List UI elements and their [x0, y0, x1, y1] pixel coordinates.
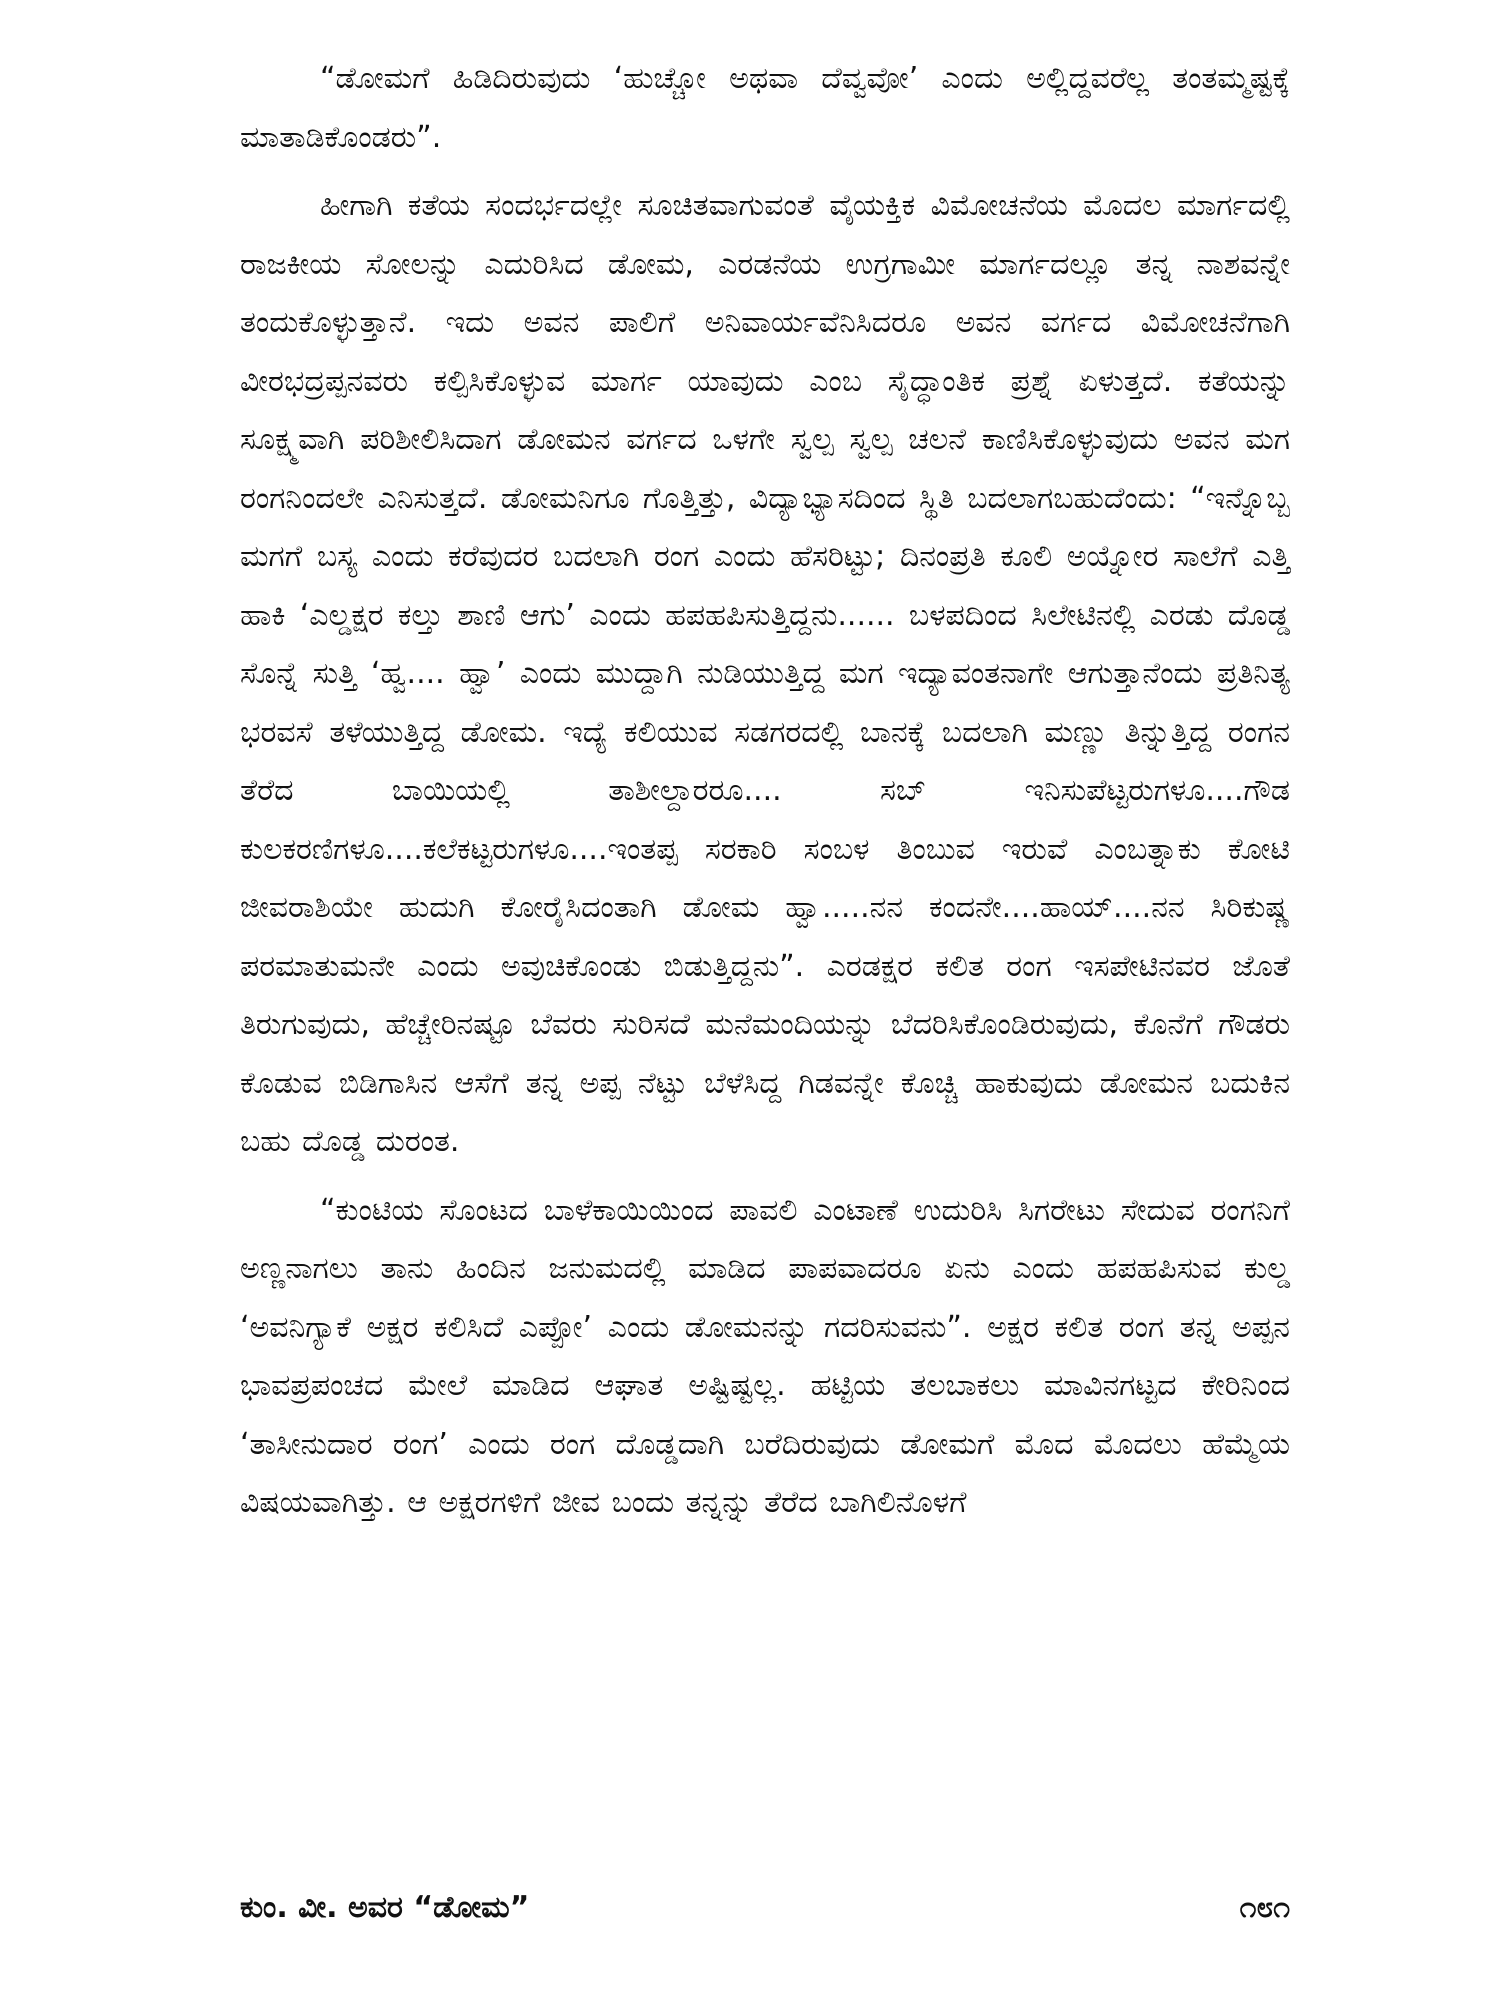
- body-text: [240, 50, 1290, 1543]
- page-footer: [240, 1890, 1290, 1940]
- page-number: ೧೮೧: [1239, 1890, 1290, 1925]
- running-title: ಕುಂ. ವೀ. ಅವರ “ಡೋಮ”: [240, 1890, 530, 1925]
- paragraph-analysis: ಹೀಗಾಗಿ ಕತೆಯ ಸಂದರ್ಭದಲ್ಲೇ ಸೂಚಿತವಾಗುವಂತೆ ವೈಯಕ್ತಿಕ ವಿಮೋಚನೆಯ ಮೊದಲ ಮಾರ್ಗದಲ್ಲಿ ರಾಜಕೀಯ ಸೋಲನ್ನು ಎದುರಿಸಿದ ಡೋಮ, ಎರಡನೆಯ ಉಗ್ರಗಾಮೀ ಮಾರ್ಗದಲ್ಲೂ ತನ್ನ ನಾಶವನ್ನೇ ತಂದುಕೊಳ್ಳುತ್ತಾನೆ. ಇದು ಅವನ ಪಾಲಿಗೆ ಅನಿವಾರ್ಯವೆನಿಸಿದರೂ ಅವನ ವರ್ಗದ ವಿಮೋಚನೆಗಾಗಿ ವೀರಭದ್ರಪ್ಪನವರು ಕಲ್ಪಿಸಿಕೊಳ್ಳುವ ಮಾರ್ಗ ಯಾವುದು ಎಂಬ ಸೈದ್ಧಾಂತಿಕ ಪ್ರಶ್ನೆ ಏಳುತ್ತದೆ. ಕತೆಯನ್ನು ಸೂಕ್ಷ್ಮವಾಗಿ ಪರಿಶೀಲಿಸಿದಾಗ ಡೋಮನ ವರ್ಗದ ಒಳಗೇ ಸ್ವಲ್ಪ ಸ್ವಲ್ಪ ಚಲನೆ ಕಾಣಿಸಿಕೊಳ್ಳುವುದು ಅವನ ಮಗ ರಂಗನಿಂದಲೇ ಎನಿಸುತ್ತದೆ. ಡೋಮನಿಗೂ ಗೊತ್ತಿತ್ತು, ವಿದ್ಯಾಭ್ಯಾಸದಿಂದ ಸ್ಥಿತಿ ಬದಲಾಗಬಹುದೆಂದು: “ಇನ್ನೊಬ್ಬ ಮಗಗೆ ಬಸ್ಯ ಎಂದು ಕರೆವುದರ ಬದಲಾಗಿ ರಂಗ ಎಂದು ಹೆಸರಿಟ್ಟು; ದಿನಂಪ್ರತಿ ಕೂಲಿ ಅಯ್ನೋರ ಸಾಲೆಗೆ ಎತ್ತಿ ಹಾಕಿ ‘ಎಲ್ಡಕ್ಷರ ಕಲ್ತು ಶಾಣಿ ಆಗು’ ಎಂದು ಹಪಹಪಿಸುತ್ತಿದ್ದನು...... ಬಳಪದಿಂದ ಸಿಲೇಟಿನಲ್ಲಿ ಎರಡು ದೊಡ್ಡ ಸೊನ್ನೆ ಸುತ್ತಿ ‘ಹ್ವ.... ಹ್ವಾ’ ಎಂದು ಮುದ್ದಾಗಿ ನುಡಿಯುತ್ತಿದ್ದ ಮಗ ಇದ್ಯಾವಂತನಾಗೇ ಆಗುತ್ತಾನೆಂದು ಪ್ರತಿನಿತ್ಯ ಭರವಸೆ ತಳೆಯುತ್ತಿದ್ದ ಡೋಮ. ಇದ್ಯೆ ಕಲಿಯುವ ಸಡಗರದಲ್ಲಿ ಬಾನಕ್ಕೆ ಬದಲಾಗಿ ಮಣ್ಣು ತಿನ್ನುತ್ತಿದ್ದ ರಂಗನ ತೆರೆದ ಬಾಯಿಯಲ್ಲಿ ತಾಶೀಲ್ದಾರರೂ.... ಸಬ್ ಇನಿಸುಪೆಟ್ಟರುಗಳೂ....ಗೌಡ ಕುಲಕರಣಿಗಳೂ....ಕಲೆಕಟ್ಟರುಗಳೂ....ಇಂತಪ್ಪ ಸರಕಾರಿ ಸಂಬಳ ತಿಂಬುವ ಇರುವೆ ಎಂಬತ್ನಾಕು ಕೋಟಿ ಜೀವರಾಶಿಯೇ ಹುದುಗಿ ಕೋರೈಸಿದಂತಾಗಿ ಡೋಮ ಹ್ವಾ.....ನನ ಕಂದನೇ....ಹಾಯ್....ನನ ಸಿರಿಕುಷ್ಣ ಪರಮಾತುಮನೇ ಎಂದು ಅವುಚಿಕೊಂಡು ಬಿಡುತ್ತಿದ್ದನು”. ಎರಡಕ್ಷರ ಕಲಿತ ರಂಗ ಇಸಪೇಟಿನವರ ಜೊತೆ ತಿರುಗುವುದು, ಹೆಚ್ಚೇರಿನಷ್ಟೂ ಬೆವರು ಸುರಿಸದೆ ಮನೆಮಂದಿಯನ್ನು ಬೆದರಿಸಿಕೊಂಡಿರುವುದು, ಕೊನೆಗೆ ಗೌಡರು ಕೊಡುವ ಬಿಡಿಗಾಸಿನ ಆಸೆಗೆ ತನ್ನ ಅಪ್ಪ ನೆಟ್ಟು ಬೆಳೆಸಿದ್ದ ಗಿಡವನ್ನೇ ಕೊಚ್ಚಿ ಹಾಕುವುದು ಡೋಮನ ಬದುಕಿನ ಬಹು ದೊಡ್ಡ ದುರಂತ.: [240, 188, 1290, 1159]
- paragraph-quote-opening: “ಡೋಮಗೆ ಹಿಡಿದಿರುವುದು ‘ಹುಚ್ಚೋ ಅಥವಾ ದೆವ್ವವೋ’ ಎಂದು ಅಲ್ಲಿದ್ದವರೆಲ್ಲ ತಂತಮ್ಮಷ್ಟಕ್ಕೆ ಮಾತಾಡಿಕೊಂಡರು”.: [240, 61, 1290, 155]
- paragraph-quote-kulda: “ಕುಂಟಿಯ ಸೊಂಟದ ಬಾಳೆಕಾಯಿಯಿಂದ ಪಾವಲಿ ಎಂಟಾಣೆ ಉದುರಿಸಿ ಸಿಗರೇಟು ಸೇದುವ ರಂಗನಿಗೆ ಅಣ್ಣನಾಗಲು ತಾನು ಹಿಂದಿನ ಜನುಮದಲ್ಲಿ ಮಾಡಿದ ಪಾಪವಾದರೂ ಏನು ಎಂದು ಹಪಹಪಿಸುವ ಕುಲ್ಡ ‘ಅವನಿಗ್ಯಾಕೆ ಅಕ್ಷರ ಕಲಿಸಿದೆ ಎಪ್ಪೋ’ ಎಂದು ಡೋಮನನ್ನು ಗದರಿಸುವನು”. ಅಕ್ಷರ ಕಲಿತ ರಂಗ ತನ್ನ ಅಪ್ಪನ ಭಾವಪ್ರಪಂಚದ ಮೇಲೆ ಮಾಡಿದ ಆಘಾತ ಅಷ್ಟಿಷ್ಟಲ್ಲ. ಹಟ್ಟಿಯ ತಲಬಾಕಲು ಮಾವಿನಗಟ್ಟದ ಕೇರಿನಿಂದ ‘ತಾಸೀನುದಾರ ರಂಗ’ ಎಂದು ರಂಗ ದೊಡ್ಡದಾಗಿ ಬರೆದಿರುವುದು ಡೋಮಗೆ ಮೊದ ಮೊದಲು ಹೆಮ್ಮೆಯ ವಿಷಯವಾಗಿತ್ತು. ಆ ಅಕ್ಷರಗಳಿಗೆ ಜೀವ ಬಂದು ತನ್ನನ್ನು ತೆರೆದ ಬಾಗಿಲಿನೊಳಗೆ: [240, 1192, 1290, 1520]
